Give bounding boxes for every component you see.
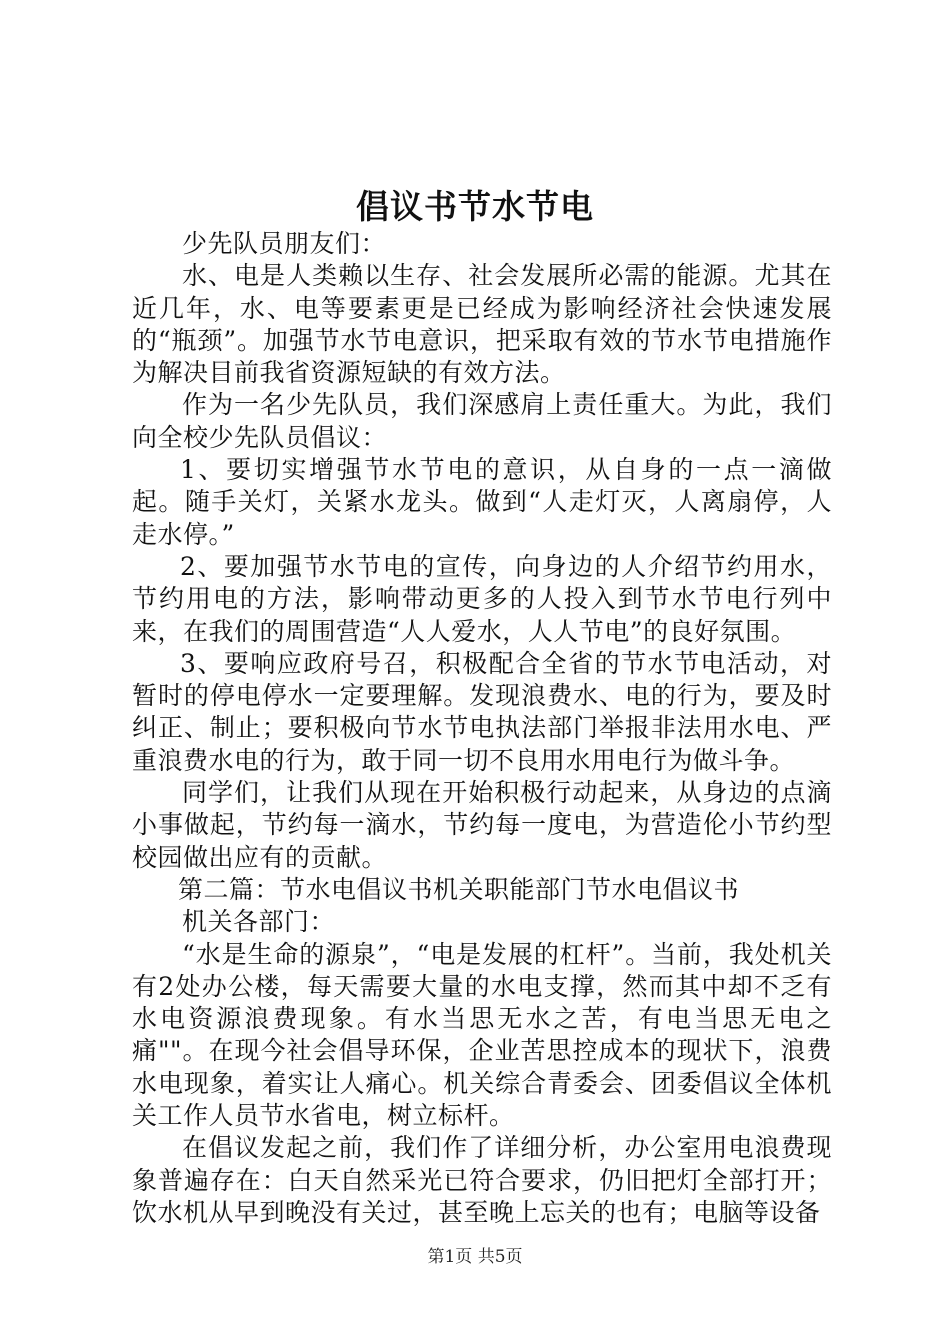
document-title: 倡议书节水节电: [356, 187, 594, 226]
paragraph: 水、电是人类赖以生存、社会发展所必需的能源。尤其在近几年，水、电等要素更是已经成为影响经济社会快速发展的“瓶颈”。加强节水节电意识，把采取有效的节水节电措施作为解决目前我省资源短缺的有效方法。: [132, 261, 832, 388]
paragraph: 作为一名少先队员，我们深感肩上责任重大。为此，我们向全校少先队员倡议：: [132, 390, 832, 452]
paragraph: 在倡议发起之前，我们作了详细分析，办公室用电浪费现象普遍存在：白天自然采光已符合要求，仍旧把灯全部打开；饮水机从早到晚没有关过，甚至晚上忘关的也有；电脑等设备: [132, 1133, 832, 1227]
paragraph: 1、要切实增强节水节电的意识，从自身的一点一滴做起。随手关灯，关紧水龙头。做到“人走灯灭，人离扇停，人走水停。”: [132, 455, 832, 549]
paragraph: 3、要响应政府号召，积极配合全省的节水节电活动，对暂时的停电停水一定要理解。发现浪费水、电的行为，要及时纠正、制止；要积极向节水节电执法部门举报非法用水电、严重浪费水电的行为，敢于同一切不良用水用电行为做斗争。: [132, 648, 832, 775]
section-heading: 第二篇：节水电倡议书机关职能部门节水电倡议书: [178, 874, 740, 904]
page-footer: 第1页 共5页: [427, 1247, 523, 1267]
paragraph: “水是生命的源泉”，“电是发展的杠杆”。当前，我处机关有2处办公楼，每天需要大量的水电支撑，然而其中却不乏有水电资源浪费现象。有水当思无水之苦，有电当思无电之痛""。在现今社会倡导环保，企业苦思控成本的现状下，浪费水电现象，着实让人痛心。机关综合青委会、团委倡议全体机关工作人员节水省电，树立标杆。: [132, 939, 832, 1131]
paragraph: 同学们，让我们从现在开始积极行动起来，从身边的点滴小事做起，节约每一滴水，节约每一度电，为营造伦小节约型校园做出应有的贡献。: [132, 778, 832, 872]
paragraph: 2、要加强节水节电的宣传，向身边的人介绍节约用水，节约用电的方法，影响带动更多的人投入到节水节电行列中来，在我们的周围营造“人人爱水，人人节电”的良好氛围。: [132, 551, 832, 646]
paragraph: 少先队员朋友们：: [182, 229, 387, 258]
document-body: [132, 228, 832, 1229]
paragraph: 机关各部门：: [182, 907, 336, 937]
